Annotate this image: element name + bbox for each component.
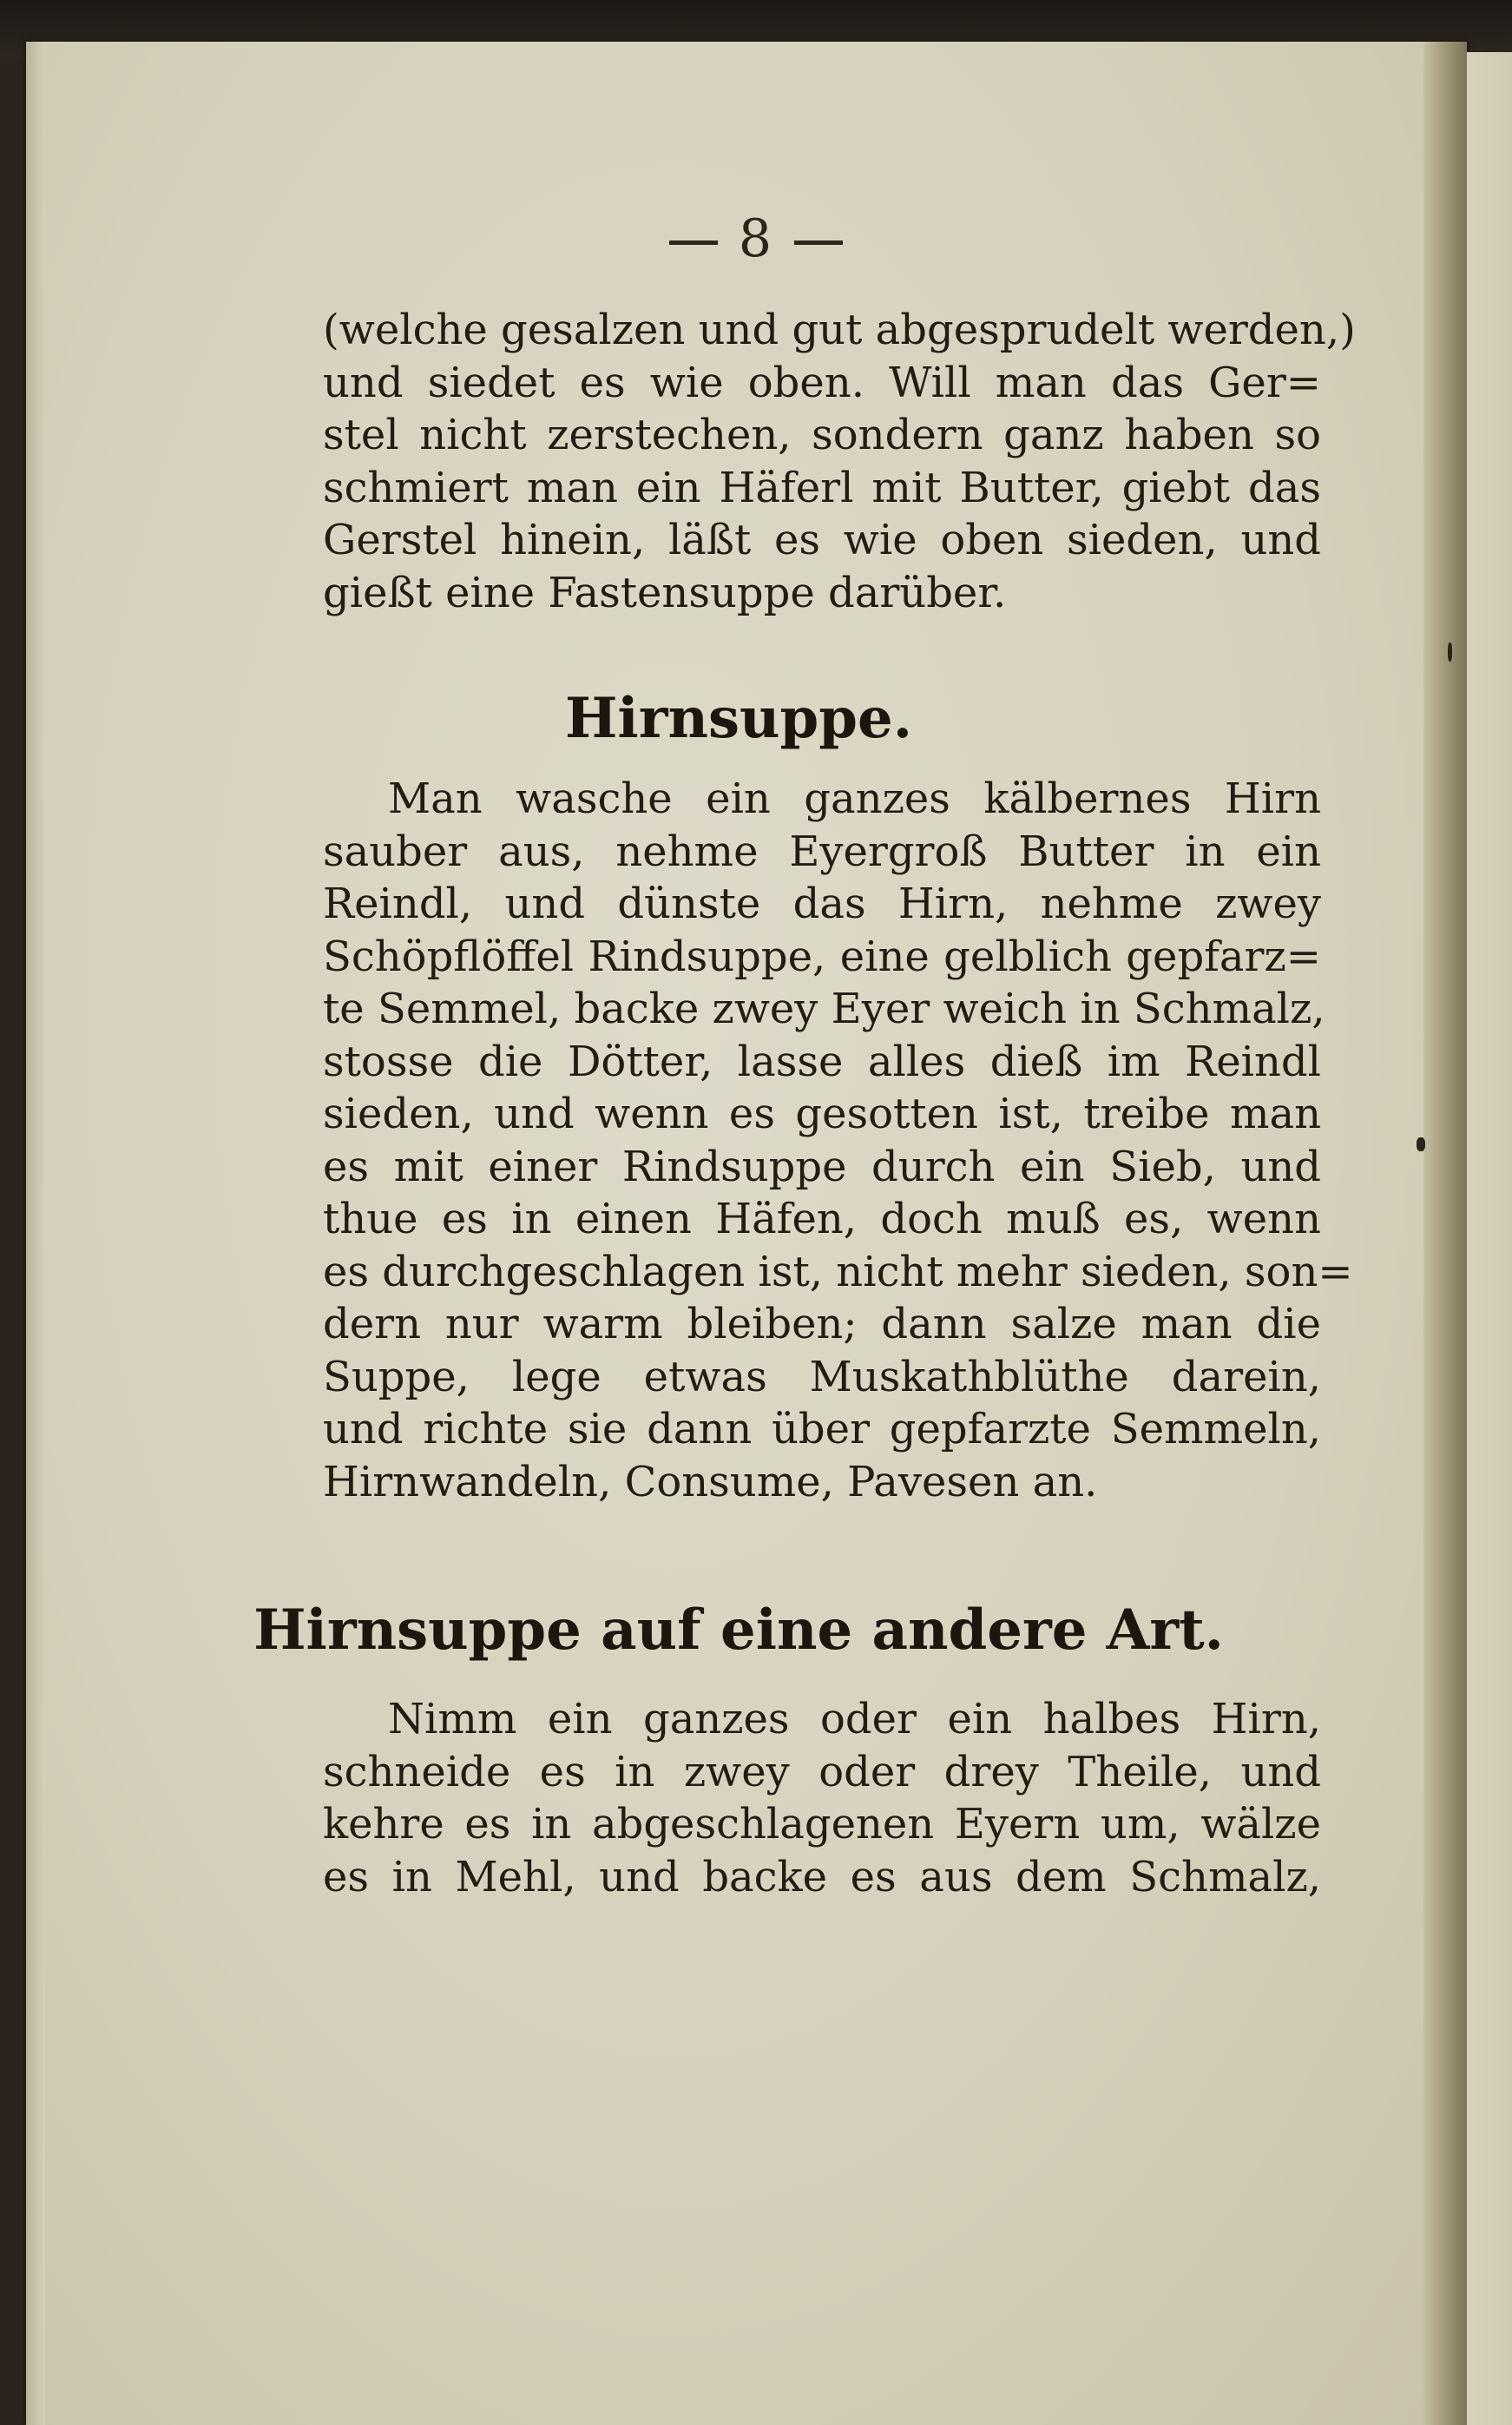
page-number-value: 8 (738, 208, 774, 269)
text-line: thue es in einen Häfen, doch muß es, wenn (323, 1195, 1321, 1243)
text-line: schneide es in zwey oder drey Theile, und (323, 1747, 1321, 1796)
text-line: Suppe, lege etwas Muskathblüthe darein, (323, 1352, 1321, 1401)
text-line: te Semmel, backe zwey Eyer weich in Schmalz, (323, 985, 1325, 1033)
ink-speck (1417, 1137, 1425, 1151)
recipe-paragraph (323, 773, 1353, 1508)
ink-speck (1448, 642, 1452, 662)
text-line: es durchgeschlagen ist, nicht mehr sieden, son= (323, 1247, 1353, 1296)
text-line: sauber aus, nehme Eyergroß Butter in ein (323, 827, 1321, 876)
text-line: und richte sie dann über gepfarzte Semmeln, (323, 1405, 1321, 1453)
text-line: schmiert man ein Häferl mit Butter, giebt das (323, 463, 1321, 512)
text-line: und siedet es wie oben. Will man das Ger= (323, 358, 1321, 407)
page-number (0, 208, 1512, 269)
text-line: gießt eine Fastensuppe darüber. (323, 568, 1007, 617)
text-line: Gerstel hinein, läßt es wie oben sieden, und (323, 516, 1321, 564)
text-line: kehre es in abgeschlagenen Eyern um, wälze (323, 1800, 1321, 1848)
text-line: (welche gesalzen und gut abgesprudelt werden,) (323, 306, 1356, 354)
text-line: dern nur warm bleiben; dann salze man die (323, 1300, 1321, 1348)
text-line: Hirnwandeln, Consume, Pavesen an. (323, 1457, 1098, 1506)
text-line: Nimm ein ganzes oder ein halbes Hirn, (388, 1695, 1321, 1743)
text-line: sieden, und wenn es gesotten ist, treibe man (323, 1090, 1321, 1138)
recipe-paragraph (323, 1693, 1321, 1903)
paragraph-continuation (323, 304, 1356, 619)
text-line: es mit einer Rindsuppe durch ein Sieb, und (323, 1142, 1321, 1191)
text-line: Schöpflöffel Rindsuppe, eine gelblich gepfarz= (323, 932, 1321, 981)
text-line: Man wasche ein ganzes kälbernes Hirn (388, 774, 1321, 823)
dash-right (794, 241, 843, 245)
book-gutter (1423, 42, 1467, 2425)
text-line: stel nicht zerstechen, sondern ganz haben so (323, 411, 1321, 459)
adjacent-page-edge (1467, 52, 1512, 2425)
text-line: Reindl, und dünste das Hirn, nehme zwey (323, 880, 1321, 928)
text-line: stosse die Dötter, lasse alles dieß im Reindl (323, 1037, 1321, 1086)
text-line: es in Mehl, und backe es aus dem Schmalz, (323, 1852, 1321, 1901)
page-edge (26, 42, 45, 2425)
recipe-heading: Hirnsuppe. (564, 686, 913, 751)
dash-left (669, 241, 718, 245)
recipe-heading: Hirnsuppe auf eine andere Art. (253, 1598, 1224, 1663)
